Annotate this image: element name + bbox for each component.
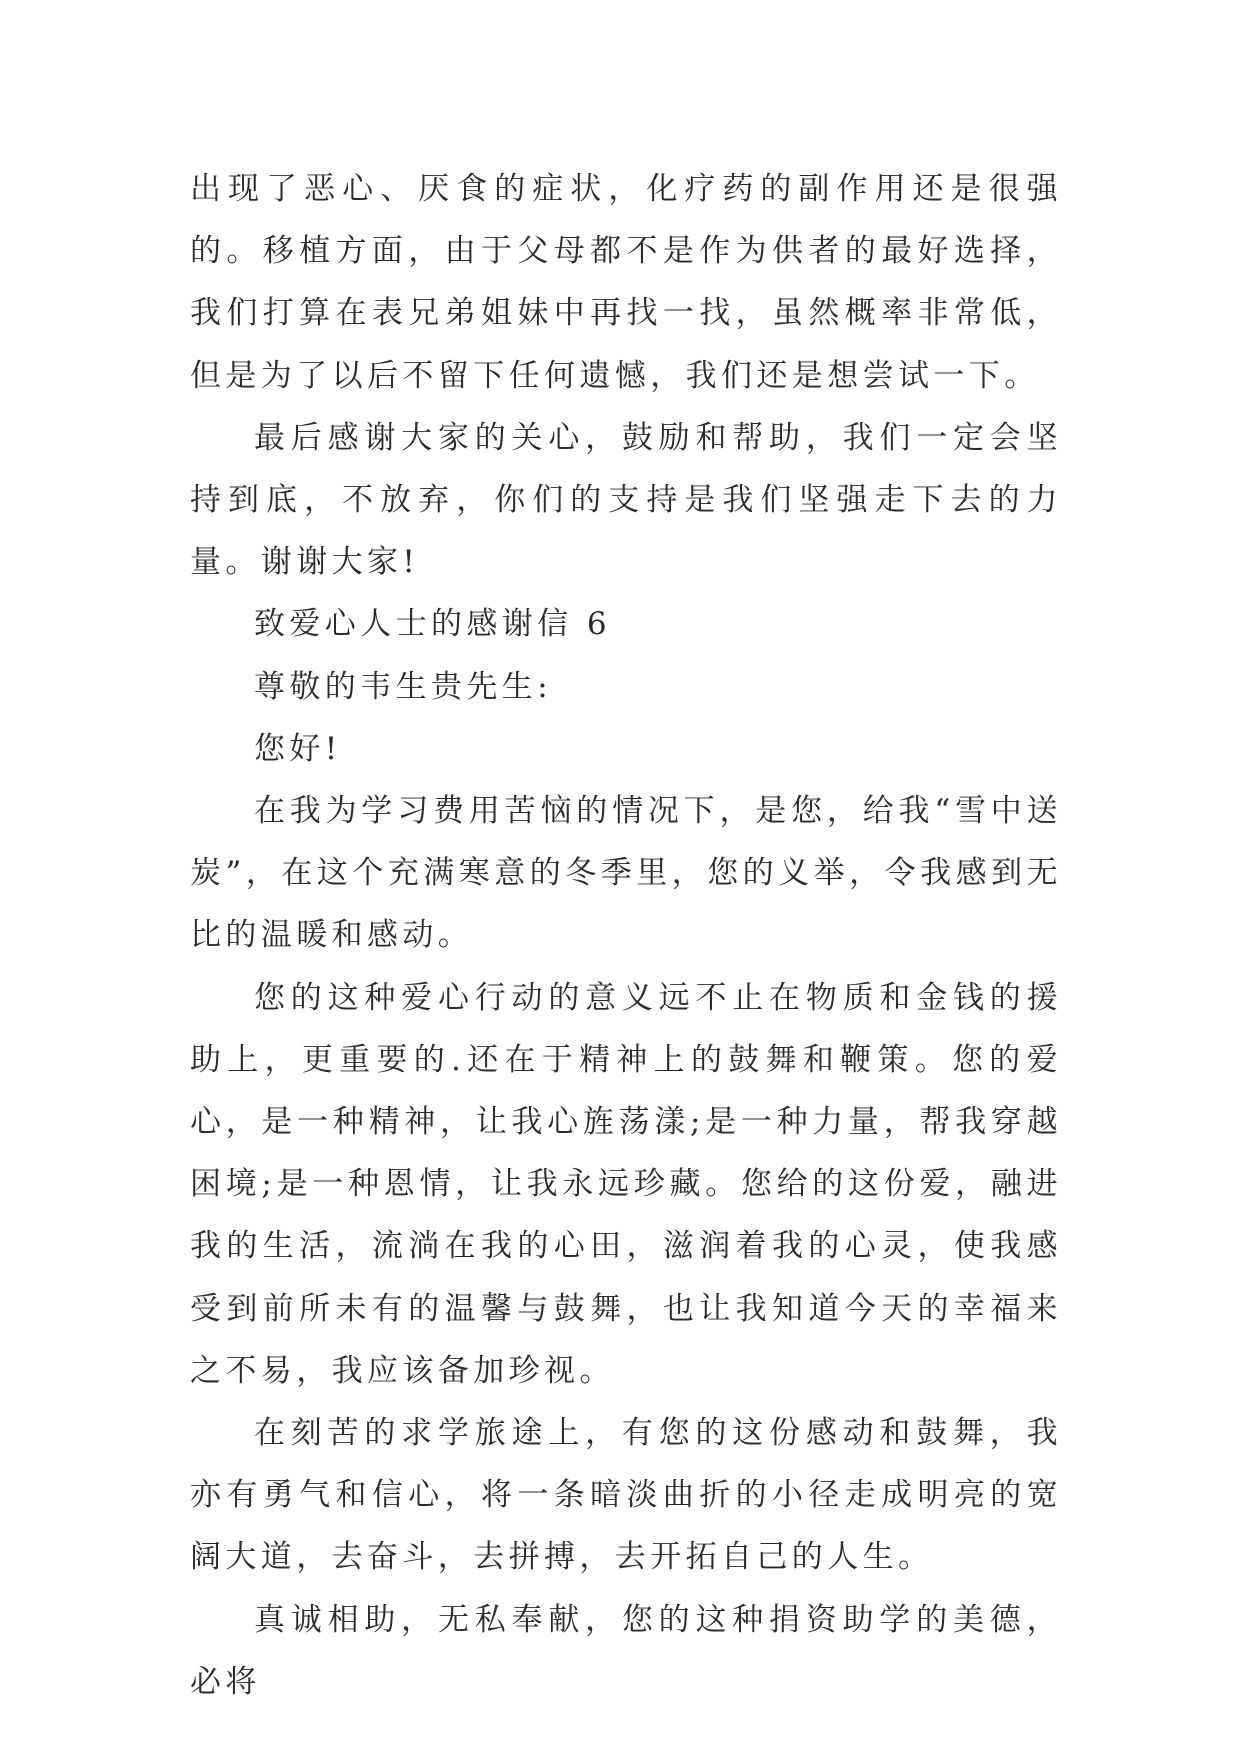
paragraph-help: 在我为学习费用苦恼的情况下，是您，给我“雪中送炭”，在这个充满寒意的冬季里，您的义举，令我感到无比的温暖和感动。 — [190, 793, 1062, 954]
paragraph-meaning: 您的这种爱心行动的意义远不止在物质和金钱的援助上，更重要的.还在于精神上的鼓舞和鞭策。您的爱心，是一种精神，让我心旌荡漾;是一种力量，帮我穿越困境;是一种恩情，让我永远珍藏。您给的这份爱，融进我的生活，流淌在我的心田，滋润着我的心灵，使我感受到前所未有的温馨与鼓舞，也让我知道今天的幸福来之不易，我应该备加珍视。 — [190, 979, 1062, 1389]
paragraph-virtue: 真诚相助，无私奉献，您的这种捐资助学的美德，必将 — [190, 1601, 1062, 1700]
paragraph-courage: 在刻苦的求学旅途上，有您的这份感动和鼓舞，我亦有勇气和信心，将一条暗淡曲折的小径走成明亮的宽阔大道，去奋斗，去拼搏，去开拓自己的人生。 — [190, 1415, 1062, 1576]
paragraph-thanks: 最后感谢大家的关心，鼓励和帮助，我们一定会坚持到底，不放弃，你们的支持是我们坚强走下去的力量。谢谢大家! — [190, 419, 1062, 581]
letter-title: 致爱心人士的感谢信 6 — [254, 606, 611, 643]
letter-salutation: 尊敬的韦生贵先生: — [254, 668, 553, 705]
document-page — [190, 158, 1062, 1713]
letter-greeting: 您好! — [254, 730, 342, 767]
paragraph-treatment-continued: 出现了恶心、厌食的症状，化疗药的副作用还是很强的。移植方面，由于父母都不是作为供者的最好选择，我们打算在表兄弟姐妹中再找一找，虽然概率非常低，但是为了以后不留下任何遗憾，我们还是想尝试一下。 — [190, 171, 1062, 394]
